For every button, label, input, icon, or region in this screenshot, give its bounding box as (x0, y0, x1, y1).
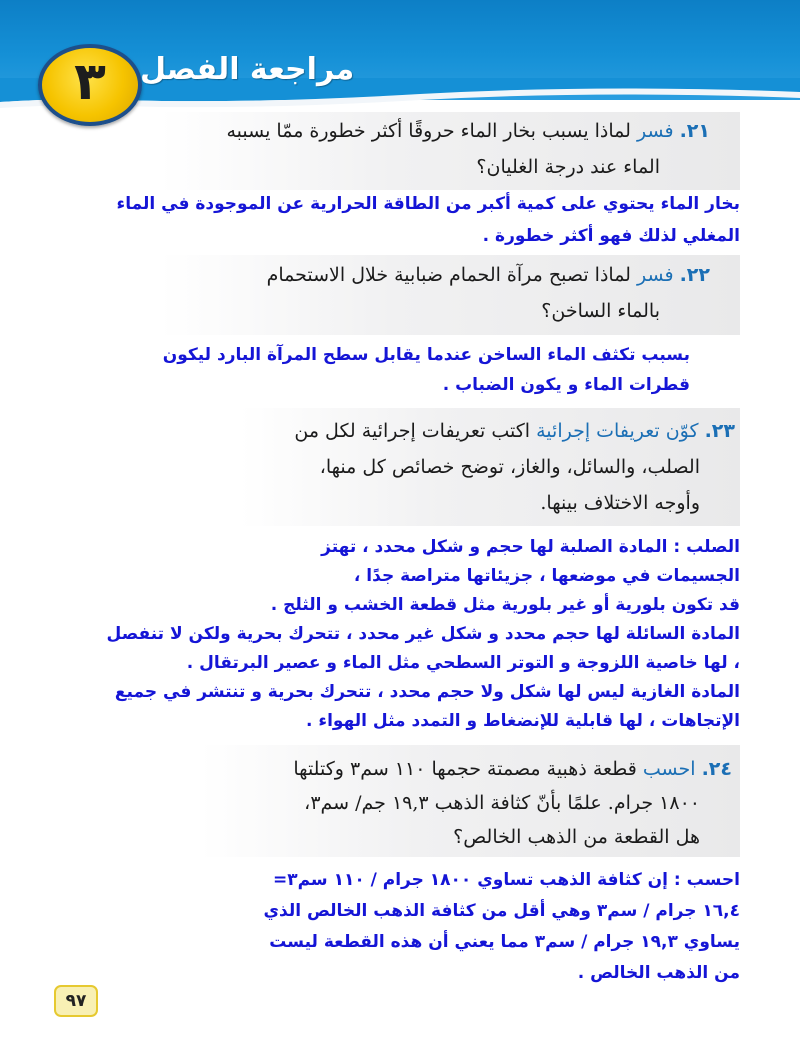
answer-23-line-1: الصلب : المادة الصلبة لها حجم و شكل محدد ، تهتز (321, 537, 740, 557)
answer-21-line-2: المغلي لذلك فهو أكثر خطورة . (482, 226, 740, 246)
question-text: قطعة ذهبية مصمتة حجمها ١١٠ سم٣ وكتلتها (293, 758, 637, 780)
question-verb: كوّن تعريفات إجرائية (536, 420, 699, 442)
answer-23-line-3: قد تكون بلورية أو غير بلورية مثل قطعة الخشب و الثلج . (270, 595, 740, 615)
answer-22-line-1: بسبب تكثف الماء الساخن عندما يقابل سطح المرآة البارد ليكون (162, 345, 690, 365)
page-number: ٩٧ (54, 985, 98, 1017)
answer-24-line-4: من الذهب الخالص . (577, 963, 740, 983)
question-text: اكتب تعريفات إجرائية لكل من (294, 420, 531, 442)
question-number: ٢٤. (701, 758, 732, 780)
chapter-title: مراجعة الفصل (140, 52, 355, 87)
question-verb: احسب (642, 758, 696, 780)
answer-23-line-6: المادة الغازية ليس لها شكل ولا حجم محدد ، تتحرك بحرية و تنتشر في جميع (114, 682, 740, 702)
answer-24-line-1: احسب : إن كثافة الذهب تساوي ١٨٠٠ جرام / ١١٠ سم٣= (272, 870, 740, 890)
question-text: لماذا تصبح مرآة الحمام ضبابية خلال الاستحمام (266, 264, 631, 286)
answer-21-line-1: بخار الماء يحتوي على كمية أكبر من الطاقة الحرارية عن الموجودة في الماء (116, 194, 740, 214)
question-22-line-1 (267, 264, 710, 286)
answer-23-line-4: المادة السائلة لها حجم محدد و شكل غير محدد ، تتحرك بحرية ولكن لا تنفصل (106, 624, 740, 644)
question-22-line-2: بالماء الساخن؟ (541, 300, 660, 322)
chapter-number-badge (38, 44, 142, 126)
answer-23-line-7: الإتجاهات ، لها قابلية للإنضغاط و التمدد مثل الهواء . (306, 711, 740, 731)
question-21-line-1 (226, 120, 710, 142)
question-24-line-1 (293, 758, 732, 780)
chapter-number: ٣ (74, 52, 106, 112)
question-23-line-3: وأوجه الاختلاف بينها. (540, 492, 700, 514)
answer-23-line-5: ، لها خاصية اللزوجة و التوتر السطحي مثل الماء و عصير البرتقال . (186, 653, 740, 673)
question-number: ٢٢. (679, 264, 710, 286)
question-24-line-2: ١٨٠٠ جرام. علمًا بأنّ كثافة الذهب ١٩,٣ جم/ سم٣، (304, 792, 700, 814)
question-24-line-3: هل القطعة من الذهب الخالص؟ (453, 826, 700, 848)
answer-23-line-2: الجسيمات في موضعها ، جزيئاتها متراصة جدًا ، (353, 566, 740, 586)
answer-24-line-3: يساوي ١٩,٣ جرام / سم٣ مما يعني أن هذه القطعة ليست (269, 932, 740, 952)
answer-24-line-2: ١٦,٤ جرام / سم٣ وهي أقل من كثافة الذهب الخالص الذي (263, 901, 740, 921)
question-number: ٢١. (679, 120, 710, 142)
question-21-line-2: الماء عند درجة الغليان؟ (476, 156, 660, 178)
answer-22-line-2: قطرات الماء و يكون الضباب . (442, 375, 690, 395)
question-verb: فسر (637, 264, 674, 286)
question-number: ٢٣. (704, 420, 735, 442)
question-23-line-2: الصلب، والسائل، والغاز، توضح خصائص كل منها، (319, 456, 700, 478)
question-23-line-1 (294, 420, 735, 442)
question-verb: فسر (637, 120, 674, 142)
question-text: لماذا يسبب بخار الماء حروقًا أكثر خطورة ممّا يسببه (226, 120, 631, 142)
